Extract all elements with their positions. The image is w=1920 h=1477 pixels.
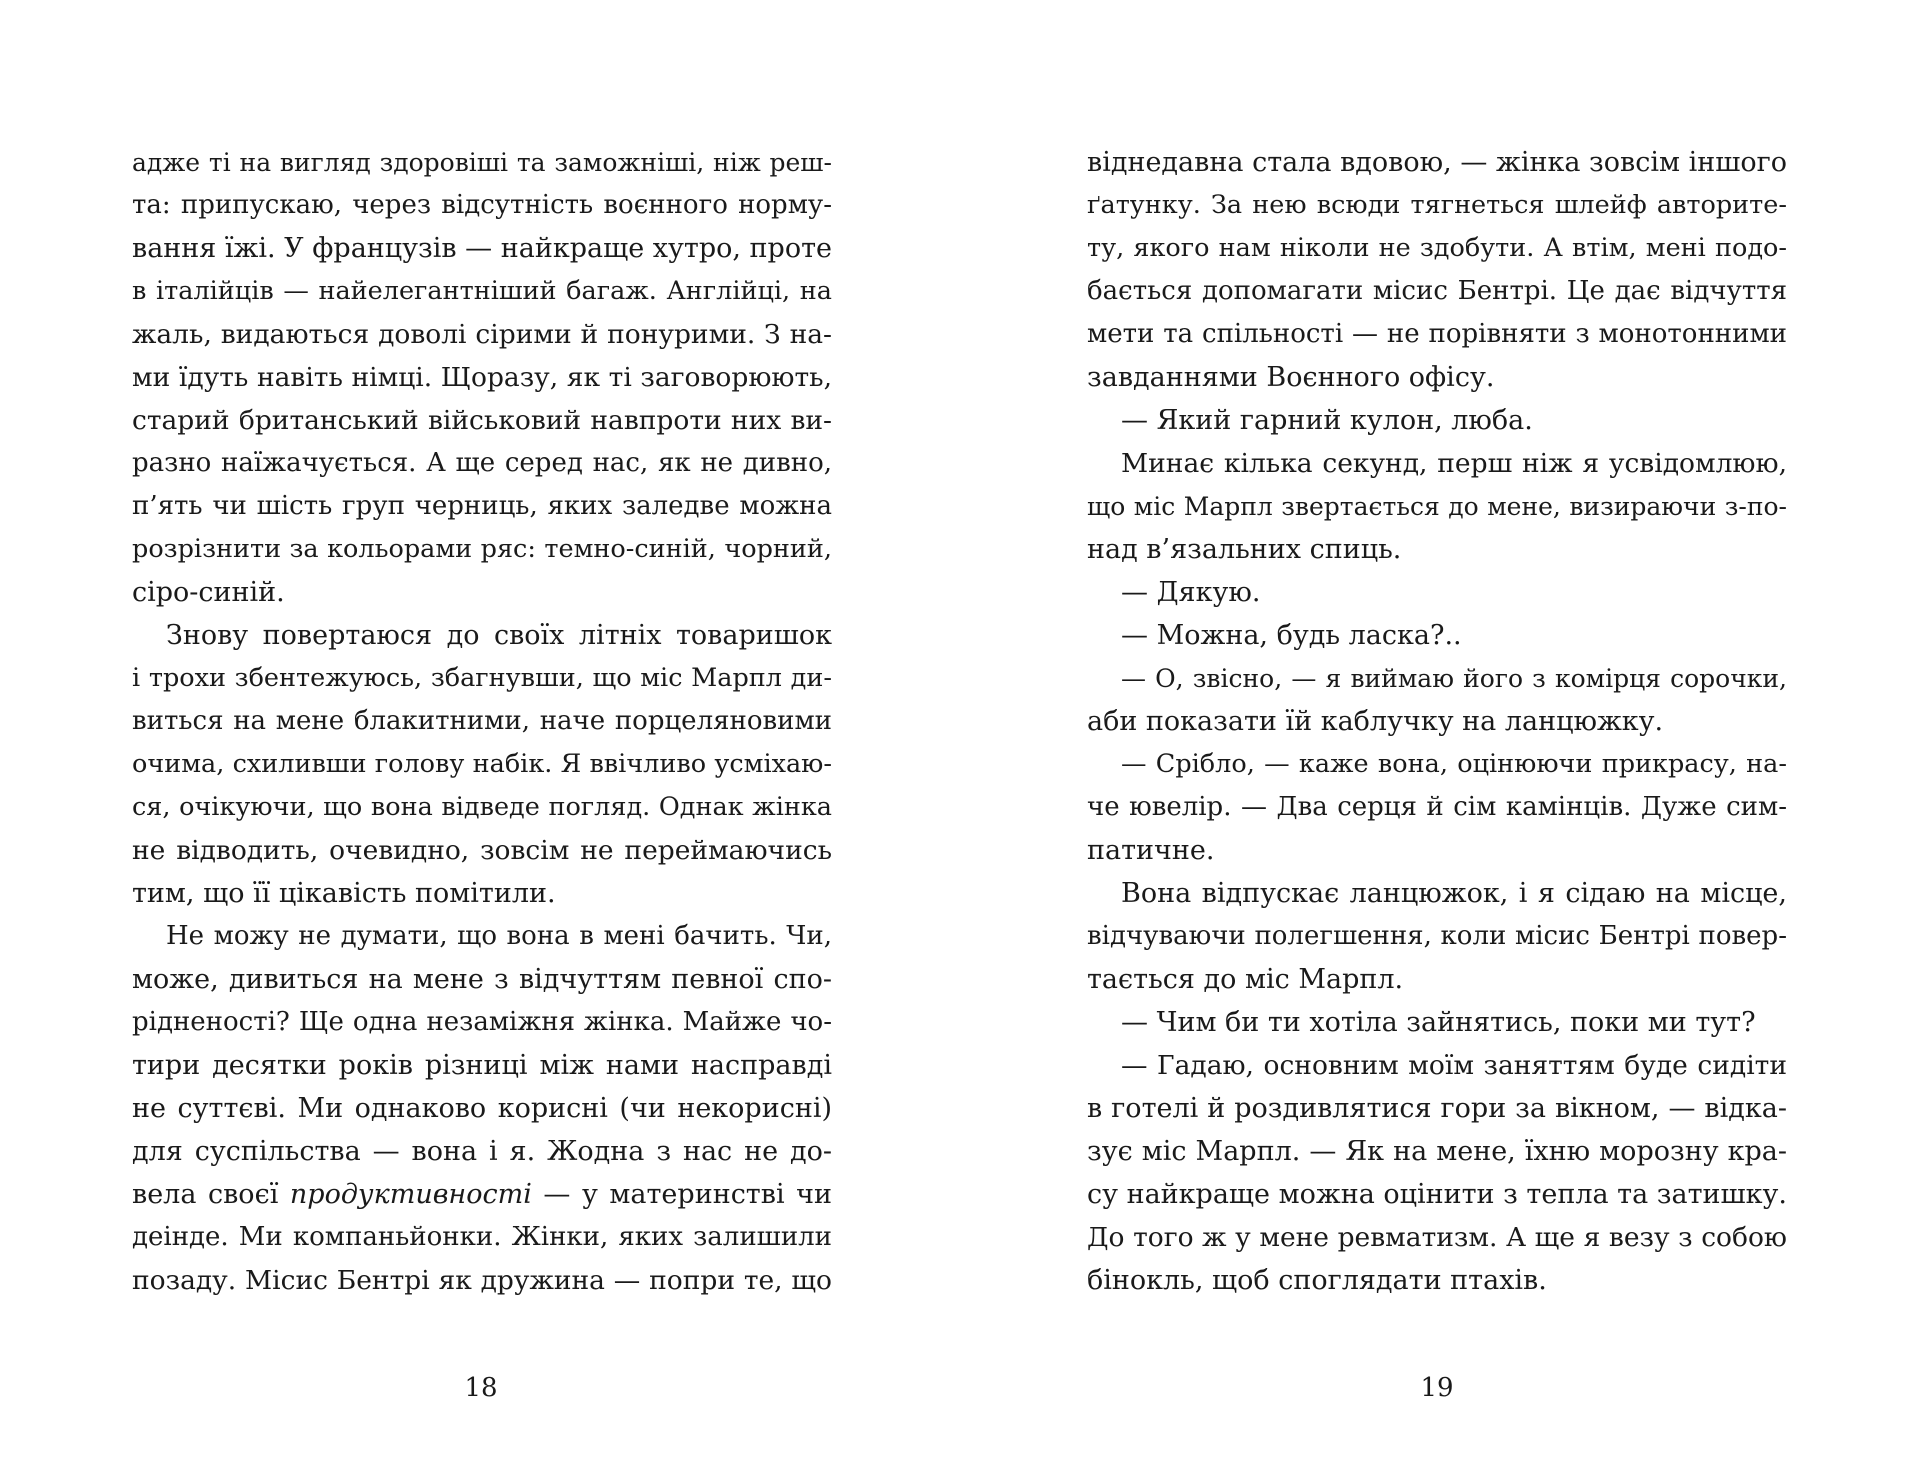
italic-text-segment: продуктивності bbox=[289, 1179, 532, 1210]
text-line: не суттєві. Ми однаково корисні (чи некорисні) bbox=[132, 1093, 832, 1124]
text-line: аби показати їй каблучку на ланцюжку. bbox=[1087, 706, 1664, 737]
text-line: мети та спільності — не порівняти з монотонними bbox=[1087, 319, 1787, 349]
text-line: че ювелір. — Два серця й сім камінців. Дуже сим- bbox=[1087, 792, 1787, 822]
text-segment: — у материнстві чи bbox=[531, 1179, 832, 1210]
text-line: — Срібло, — каже вона, оцінюючи прикрасу, на- bbox=[1121, 749, 1787, 779]
text-line: може, дивиться на мене з відчуттям певної спо- bbox=[132, 964, 832, 995]
text-line: вання їжі. У французів — найкраще хутро, проте bbox=[132, 233, 832, 264]
text-line: — Який гарний кулон, люба. bbox=[1121, 405, 1533, 436]
text-line: тається до міс Марпл. bbox=[1087, 964, 1404, 995]
text-line: адже ті на вигляд здоровіші та заможніші, ніж реш- bbox=[132, 148, 832, 177]
text-line: ту, якого нам ніколи не здобути. А втім, мені подо- bbox=[1087, 233, 1787, 263]
text-line: Вона відпускає ланцюжок, і я сідаю на місце, bbox=[1121, 878, 1787, 909]
left-page-text bbox=[132, 141, 832, 1302]
text-line: — Чим би ти хотіла зайнятись, поки ми тут? bbox=[1121, 1007, 1756, 1038]
text-line: — Дякую. bbox=[1121, 577, 1261, 608]
text-line: патичне. bbox=[1087, 835, 1215, 866]
text-line: тим, що її цікавість помітили. bbox=[132, 878, 556, 909]
page-number-left: 18 bbox=[464, 1373, 498, 1403]
text-line: До того ж у мене ревматизм. А ще я везу з собою bbox=[1087, 1222, 1787, 1253]
text-line: тири десятки років різниці між нами насправді bbox=[132, 1050, 832, 1081]
text-line: деінде. Ми компаньйонки. Жінки, яких залишили bbox=[132, 1222, 832, 1252]
text-line: та: припускаю, через відсутність воєнного норму- bbox=[132, 190, 832, 220]
text-line: над в’язальних спиць. bbox=[1087, 534, 1402, 565]
text-line: п’ять чи шість груп черниць, яких заледве можна bbox=[132, 491, 832, 521]
text-line: завданнями Воєнного офісу. bbox=[1087, 362, 1495, 393]
text-line: очима, схиливши голову набік. Я ввічливо усміхаю- bbox=[132, 749, 832, 779]
text-line: су найкраще можна оцінити з тепла та затишку. bbox=[1087, 1179, 1787, 1210]
text-line: виться на мене блакитними, наче порцеляновими bbox=[132, 706, 832, 736]
text-line: — О, звісно, — я виймаю його з комірця сорочки, bbox=[1121, 664, 1787, 693]
text-line: в італійців — найелегантніший багаж. Англійці, на bbox=[132, 276, 832, 306]
text-line: — Гадаю, основним моїм заняттям буде сидіти bbox=[1121, 1050, 1787, 1081]
text-line: Минає кілька секунд, перш ніж я усвідомлюю, bbox=[1121, 448, 1787, 479]
text-line: в готелі й роздивлятися гори за вікном, — відка- bbox=[1087, 1093, 1787, 1124]
text-line: і трохи збентежуюсь, збагнувши, що міс Марпл ди- bbox=[132, 663, 832, 693]
text-line: розрізнити за кольорами ряс: темно-синій, чорний, bbox=[132, 534, 832, 564]
text-line: жаль, видаються доволі сірими й понурими. З на- bbox=[132, 319, 832, 350]
page-number-right: 19 bbox=[1420, 1373, 1454, 1403]
text-line: не відводить, очевидно, зовсім не переймаючись bbox=[132, 835, 832, 866]
text-line: старий британський військовий навпроти них ви- bbox=[132, 405, 832, 436]
text-segment: вела своєї bbox=[132, 1179, 290, 1210]
text-line: — Можна, будь ласка?.. bbox=[1121, 620, 1462, 651]
text-line: Не можу не думати, що вона в мені бачить. Чи, bbox=[166, 921, 832, 951]
text-line: для суспільства — вона і я. Жодна з нас не до- bbox=[132, 1136, 832, 1167]
text-line: ґатунку. За нею всюди тягнеться шлейф авторите- bbox=[1087, 190, 1787, 220]
text-line: Знову повертаюся до своїх літніх товаришок bbox=[166, 620, 832, 651]
text-line bbox=[132, 1173, 832, 1216]
text-line: разно наїжачується. А ще серед нас, як не дивно, bbox=[132, 448, 832, 478]
text-line: ся, очікуючи, що вона відведе погляд. Однак жінка bbox=[132, 792, 832, 822]
text-line: що міс Марпл звертається до мене, визираючи з-по- bbox=[1087, 492, 1787, 521]
text-line: позаду. Місис Бентрі як дружина — попри те, що bbox=[132, 1265, 832, 1296]
text-line: сіро-синій. bbox=[132, 577, 285, 608]
text-line: ми їдуть навіть німці. Щоразу, як ті заговорюють, bbox=[132, 362, 832, 393]
text-line: відчуваючи полегшення, коли місис Бентрі повер- bbox=[1087, 921, 1787, 951]
right-page-text bbox=[1087, 141, 1787, 1302]
text-line: бається допомагати місис Бентрі. Це дає відчуття bbox=[1087, 276, 1787, 306]
text-line: рідненості? Ще одна незаміжня жінка. Майже чо- bbox=[132, 1007, 832, 1037]
text-line: віднедавна стала вдовою, — жінка зовсім іншого bbox=[1087, 147, 1787, 178]
text-line: зує міс Марпл. — Як на мене, їхню морозну кра- bbox=[1087, 1136, 1787, 1167]
text-line: бінокль, щоб споглядати птахів. bbox=[1087, 1265, 1547, 1296]
